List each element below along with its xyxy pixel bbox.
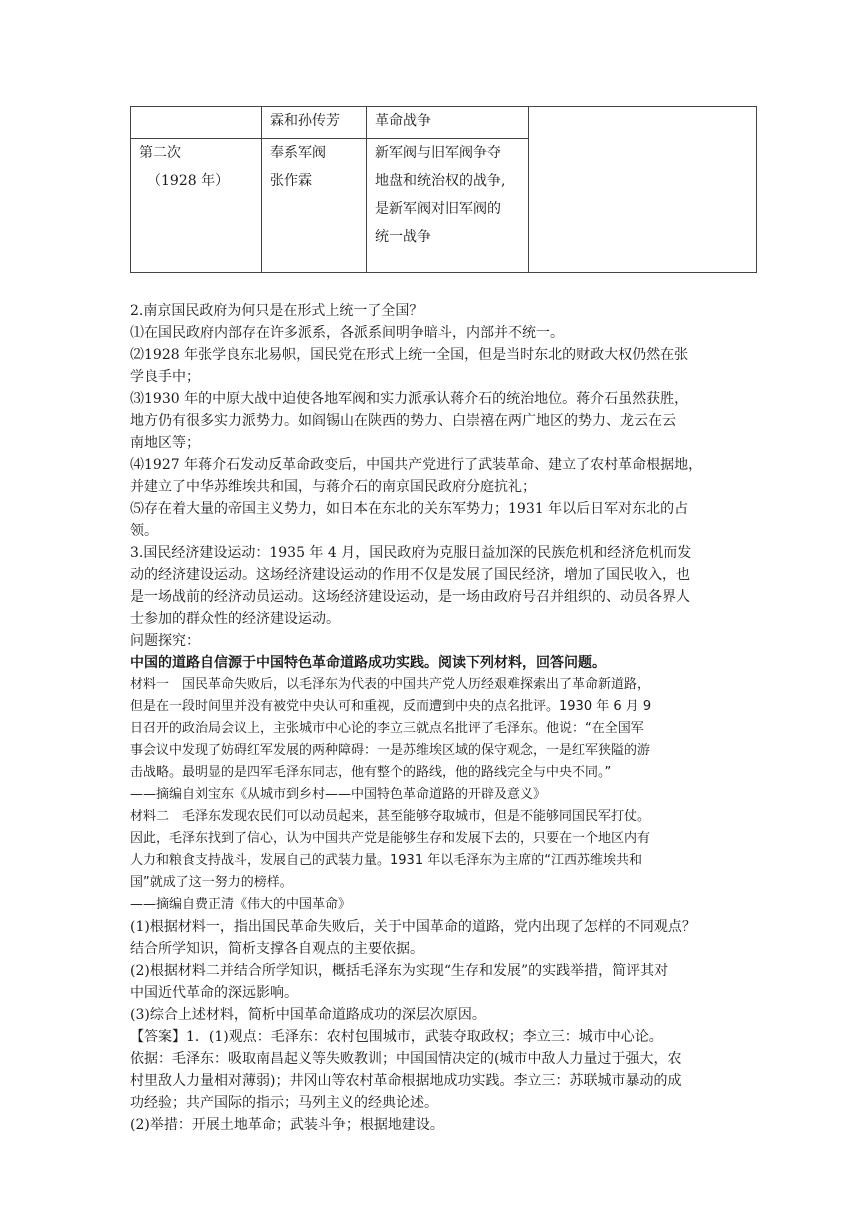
body-text (130, 300, 760, 1136)
text-line: (1)根据材料一，指出国民革命失败后，关于中国革命的道路，党内出现了怎样的不同观点？ (130, 919, 696, 935)
text-line: 问题探究： (130, 633, 200, 649)
text-line: ——摘编自刘宝东《从城市到乡村——中国特色革命道路的开辟及意义》 (130, 787, 547, 802)
text-line: 因此，毛泽东找到了信心，认为中国共产党是能够生存和发展下去的，只要在一个地区内有 (130, 831, 651, 846)
text-line: 材料二 毛泽东发现农民们可以动员起来，甚至能够夺取城市，但是不能够同国民军打仗。 (130, 809, 651, 824)
text-line: 日召开的政治局会议上，主张城市中心论的李立三就点名批评了毛泽东。他说：“在全国军 (130, 721, 644, 736)
table-cell (131, 107, 262, 139)
table-cell (367, 139, 529, 273)
text-line: 【答案】1．(1)观点：毛泽东：农村包围城市，武装夺取政权；李立三：城市中心论。 (130, 1029, 663, 1045)
cell-text: 霖和孙传芳 (270, 113, 340, 129)
text-line: 村里敌人力量相对薄弱)；井冈山等农村革命根据地成功实践。李立三：苏联城市暴动的成 (130, 1073, 682, 1089)
cell-text: 地盘和统治权的战争, (375, 173, 506, 189)
text-line: 南地区等； (130, 435, 200, 451)
cell-text: 统一战争 (375, 229, 431, 245)
table-cell (529, 107, 757, 273)
cell-text: 是新军阀对旧军阀的 (375, 201, 501, 217)
text-line: 人力和粮食支持战斗，发展自己的武装力量。1931 年以毛泽东为主席的“江西苏维埃共和 (130, 853, 642, 868)
text-line: ⑴在国民政府内部存在许多派系，各派系间明争暗斗，内部并不统一。 (130, 325, 564, 341)
table-row (131, 107, 757, 139)
warlord-war-table (130, 106, 757, 273)
text-line: ⑶1930 年的中原大战中迫使各地军阀和实力派承认蒋介石的统治地位。蒋介石虽然获胜， (130, 391, 689, 407)
text-line: (3)综合上述材料，简析中国革命道路成功的深层次原因。 (130, 1007, 486, 1023)
text-line: ⑷1927 年蒋介石发动反革命政变后，中国共产党进行了武装革命、建立了农村革命根据地， (130, 457, 703, 473)
cell-text: 新军阀与旧军阀争夺 (375, 145, 501, 161)
table-cell (131, 139, 262, 273)
text-line: (2)根据材料二并结合所学知识，概括毛泽东为实现“生存和发展”的实践举措，简评其对 (130, 963, 669, 979)
cell-text: 奉系军阀 (270, 145, 326, 161)
text-line: 结合所学知识，简析支撑各自观点的主要依据。 (130, 941, 424, 957)
cell-text: 张作霖 (270, 173, 312, 189)
text-line: 是一场战前的经济动员运动。这场经济建设运动，是一场由政府号召并组织的、动员各界人 (130, 589, 690, 605)
text-line: 地方仍有很多实力派势力。如阎锡山在陕西的势力、白崇禧在两广地区的势力、龙云在云 (130, 413, 676, 429)
text-line: 但是在一段时间里并没有被党中央认可和重视，反而遭到中央的点名批评。1930 年 6 月 9 (130, 699, 652, 714)
text-line: 功经验；共产国际的指示；马列主义的经典论述。 (130, 1095, 438, 1111)
text-line: ——摘编自费正清《伟大的中国革命》 (130, 897, 352, 912)
text-line: 2.南京国民政府为何只是在形式上统一了全国？ (130, 303, 424, 319)
text-line: 国”就成了这一努力的榜样。 (130, 875, 293, 890)
text-line: 材料一 国民革命失败后，以毛泽东为代表的中国共产党人历经艰难探索出了革命新道路， (130, 677, 651, 692)
table-cell (262, 139, 367, 273)
text-line: 中国近代革命的深远影响。 (130, 985, 298, 1001)
table-cell (262, 107, 367, 139)
text-line: ⑵1928 年张学良东北易帜，国民党在形式上统一全国，但是当时东北的财政大权仍然在张 (130, 347, 689, 363)
text-line: 并建立了中华苏维埃共和国，与蒋介石的南京国民政府分庭抗礼； (130, 479, 536, 495)
cell-text: （1928 年） (147, 173, 230, 189)
text-line: 中国的道路自信源于中国特色革命道路成功实践。阅读下列材料，回答问题。 (130, 655, 606, 671)
text-line: (2)举措：开展土地革命；武装斗争；根据地建设。 (130, 1117, 444, 1133)
text-line: 动的经济建设运动。这场经济建设运动的作用不仅是发展了国民经济，增加了国民收入，也 (130, 567, 690, 583)
text-line: 士参加的群众性的经济建设运动。 (130, 611, 340, 627)
text-line: 领。 (130, 523, 158, 539)
cell-text: 第二次 (139, 145, 181, 161)
text-line: ⑸存在着大量的帝国主义势力，如日本在东北的关东军势力；1931 年以后日军对东北的占 (130, 501, 689, 517)
text-line: 依据：毛泽东：吸取南昌起义等失败教训；中国国情决定的(城市中敌人力量过于强大，农 (130, 1051, 682, 1067)
text-line: 学良手中； (130, 369, 200, 385)
text-line: 击战略。最明显的是四军毛泽东同志，他有整个的路线，他的路线完全与中央不同。” (130, 765, 612, 780)
text-line: 事会议中发现了妨碍红军发展的两种障碍：一是苏维埃区域的保守观念，一是红军狭隘的游 (130, 743, 651, 758)
table-cell (367, 107, 529, 139)
cell-text: 革命战争 (375, 113, 431, 129)
text-line: 3.国民经济建设运动：1935 年 4 月，国民政府为克服日益加深的民族危机和经济危机而发 (130, 545, 692, 561)
